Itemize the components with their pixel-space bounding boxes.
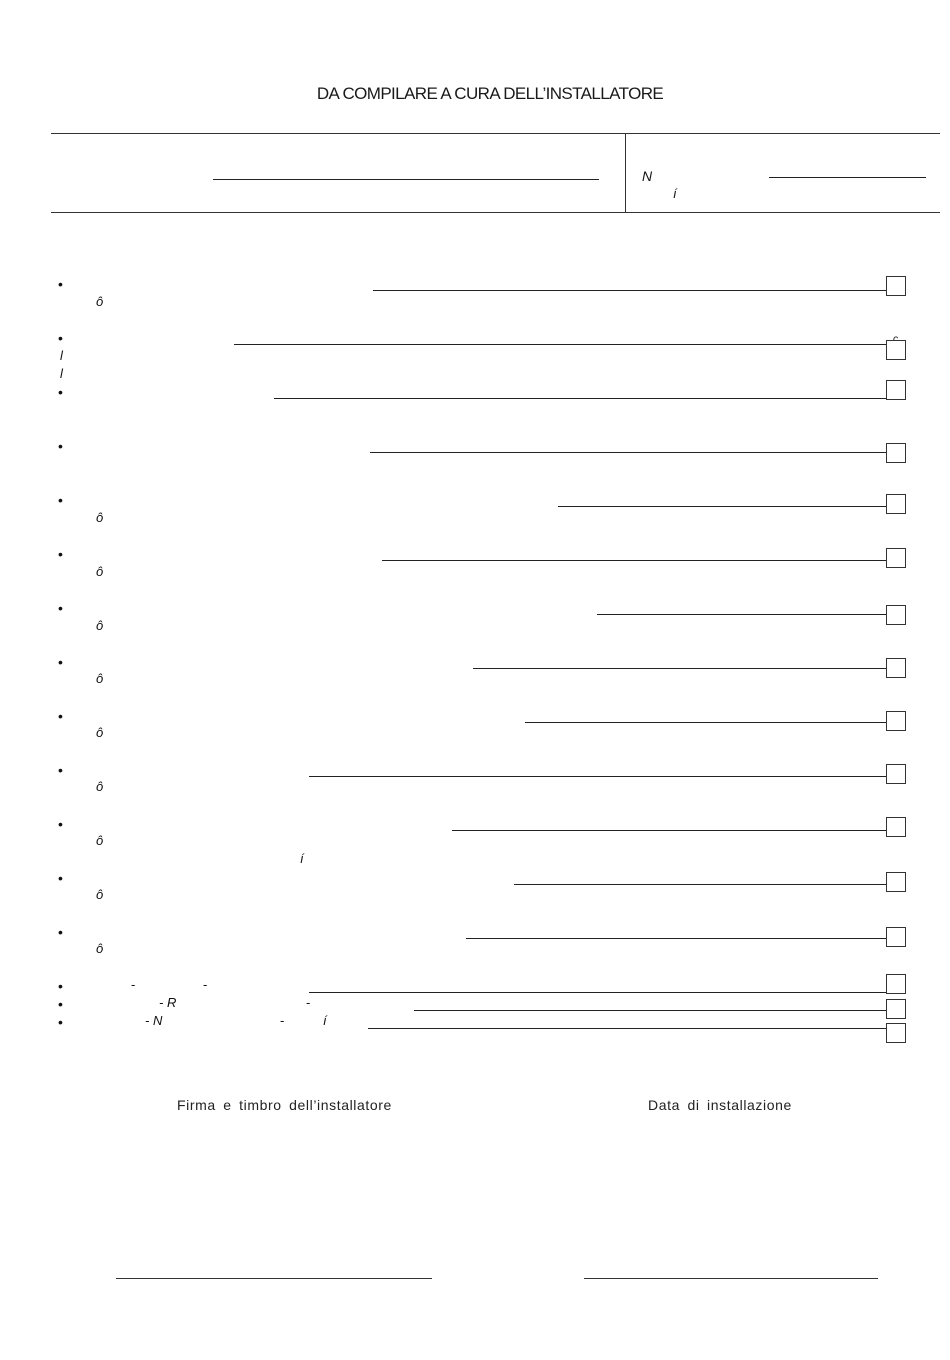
checklist-fill-line[interactable] (414, 1010, 886, 1011)
checklist-checkbox[interactable] (886, 974, 906, 994)
checklist-bullet: • (58, 870, 63, 886)
checklist-fragment: - (203, 977, 208, 992)
checklist-checkbox[interactable] (886, 927, 906, 947)
checklist-fragment: ô (96, 618, 104, 633)
checklist-fill-line[interactable] (274, 398, 886, 399)
checklist-fill-line[interactable] (368, 1028, 886, 1029)
checklist-checkbox[interactable] (886, 548, 906, 568)
checklist-bullet: • (58, 762, 63, 778)
checklist-fragment: l (60, 366, 63, 381)
checklist-bullet: • (58, 708, 63, 724)
checklist-checkbox[interactable] (886, 340, 906, 360)
checklist-checkbox[interactable] (886, 999, 906, 1019)
checklist-bullet: • (58, 384, 63, 400)
checklist-fill-line[interactable] (558, 506, 886, 507)
checklist-fragment: ô (96, 887, 104, 902)
checklist-fill-line[interactable] (597, 614, 886, 615)
checklist-fragment: ô (96, 671, 104, 686)
checklist-fragment: - (306, 995, 311, 1010)
checklist-bullet: • (58, 654, 63, 670)
checklist-fill-line[interactable] (473, 668, 886, 669)
checklist-bullet: • (58, 924, 63, 940)
checklist-fill-line[interactable] (309, 992, 886, 993)
page-title: DA COMPILARE A CURA DELL’INSTALLATORE (316, 84, 664, 103)
signature-label: Firma e timbro dell’installatore (177, 1097, 392, 1113)
signature-line[interactable] (116, 1278, 432, 1279)
checklist-checkbox[interactable] (886, 658, 906, 678)
date-label: Data di installazione (648, 1097, 792, 1113)
checklist-fragment: ô (96, 833, 104, 848)
checklist-checkbox[interactable] (886, 443, 906, 463)
checklist-fragment: - R (159, 995, 177, 1010)
checklist-checkbox[interactable] (886, 605, 906, 625)
checklist-fragment: ô (96, 294, 104, 309)
checklist-fragment: - (280, 1013, 285, 1028)
checklist-bullet: • (58, 816, 63, 832)
checklist-fill-line[interactable] (234, 344, 886, 345)
checklist-checkbox[interactable] (886, 494, 906, 514)
checklist-checkbox[interactable] (886, 711, 906, 731)
checklist-checkbox[interactable] (886, 276, 906, 296)
checklist-fill-line[interactable] (514, 884, 886, 885)
header-right-label: N (642, 168, 653, 184)
checklist-fragment: l (60, 348, 63, 363)
checklist-fill-line[interactable] (525, 722, 886, 723)
checklist-checkbox[interactable] (886, 872, 906, 892)
checklist-fragment: ô (96, 725, 104, 740)
checklist-bullet: • (58, 1014, 63, 1030)
header-right-field[interactable] (769, 177, 926, 178)
checklist-checkbox[interactable] (886, 1023, 906, 1043)
checklist-bullet: • (58, 276, 63, 292)
checklist-bullet: • (58, 492, 63, 508)
checklist-checkbox[interactable] (886, 817, 906, 837)
checklist-fill-line[interactable] (382, 560, 886, 561)
checklist-bullet: • (58, 330, 63, 346)
checklist-fragment: - (131, 977, 136, 992)
header-right-sublabel: í (673, 186, 677, 201)
checklist-checkbox[interactable] (886, 380, 906, 400)
header-bottom-rule (51, 212, 940, 213)
checklist-fill-line[interactable] (309, 776, 886, 777)
checklist-bullet: • (58, 600, 63, 616)
checklist-fill-line[interactable] (466, 938, 886, 939)
checklist-fill-line[interactable] (452, 830, 886, 831)
header-top-rule (51, 133, 940, 134)
checklist-fragment: ô (96, 779, 104, 794)
checklist-fragment: ô (96, 564, 104, 579)
checklist-fragment: ô (96, 510, 104, 525)
header-left-field[interactable] (213, 179, 599, 180)
checklist-fragment: - N (145, 1013, 163, 1028)
checklist-bullet: • (58, 978, 63, 994)
checklist-checkbox[interactable] (886, 764, 906, 784)
checklist-fragment: í (323, 1013, 327, 1028)
checklist-fill-line[interactable] (370, 452, 886, 453)
date-line[interactable] (584, 1278, 878, 1279)
checklist-bullet: • (58, 996, 63, 1012)
checklist-fill-line[interactable] (373, 290, 886, 291)
checklist-bullet: • (58, 546, 63, 562)
checklist-bullet: • (58, 438, 63, 454)
checklist-fragment: ô (96, 941, 104, 956)
header-cell-divider (625, 133, 626, 212)
checklist-fragment: í (300, 851, 304, 866)
